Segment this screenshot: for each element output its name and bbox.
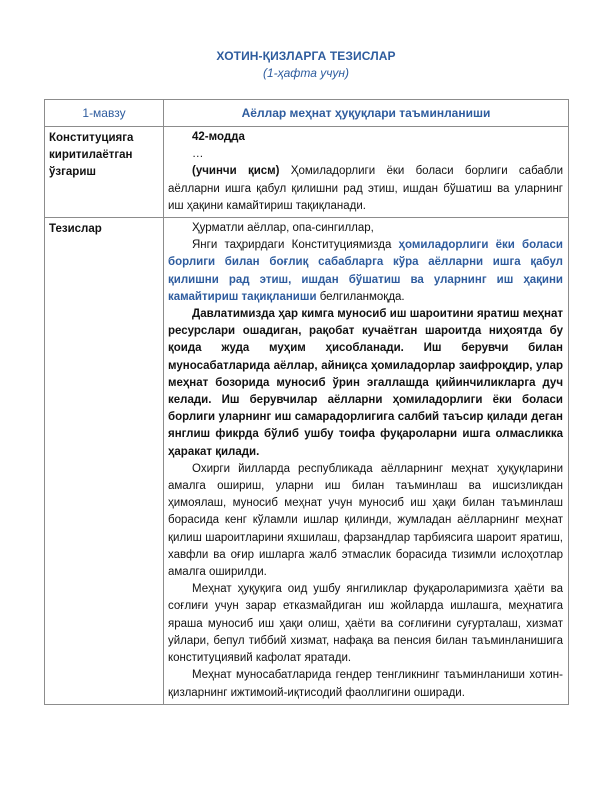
theses-content [164, 218, 569, 705]
paragraph-guarantees: Меҳнат ҳуқуқига оид ушбу янгиликлар фуқароларимизга ҳаёти ва соғлиғи учун зарар етказмайдиган иш жойларда ишлашга, меҳнатига яраша муносиб иш ҳақи олиш, ҳаёти ва соғлиғини суғурталаш, хизмат уйлари, бепул тиббий хизмат, нафақа ва пенсия билан таъминланишига конституциявий кафолат яратади. [168, 583, 563, 665]
greeting-paragraph: Ҳурматли аёллар, опа-сингиллар, [192, 222, 374, 235]
article-part-text [168, 163, 563, 215]
ellipsis: … [192, 148, 204, 161]
theses-table [44, 99, 569, 705]
article-part-label: (учинчи қисм) [192, 165, 280, 178]
article-number: 42-модда [192, 131, 245, 143]
paragraph-employment-conditions: Давлатимизда ҳар кимга муносиб иш шароитини яратиш меҳнат ресурслари ошадиган, рақобат кучаётган шароитда ниҳоятда бу қоида жуда муҳим ҳисобланади. Иш берувчи билан муносабатларида аёллар, айниқса ҳомиладорлар заифроқдир, улар меҳнат бозорида муносиб ўрин эгаллашда қийинчиликларга дуч келади. Иш берувчилар аёлларни ҳомиладорлиги ёки боласи борлиги уларнинг иш самарадорлигига салбий таъсир қилади деган янглиш фикрда бўлиб ушбу тоифа фуқароларни ишга олмасликка ҳаракат қилади. [168, 308, 563, 458]
paragraph-gender-equality: Меҳнат муносабатларида гендер тенгликнинг таъминланиши хотин-қизларнинг ижтимоий-иқтисодий фаоллигини оширади. [168, 669, 563, 699]
highlighted-provision: ҳомиладорлиги ёки боласи борлиги билан боғлиқ сабабларга кўра аёлларни ишга қабул қилишни рад этиш, ишдан бўшатиш ва уларнинг иш ҳақини камайтириш тақиқланиши [168, 239, 564, 303]
row-label-theses: Тезислар [45, 218, 164, 705]
paragraph-constitution-end: белгиланмоқда. [316, 290, 405, 303]
paragraph-constitution [168, 237, 563, 306]
document-title: ХОТИН-ҚИЗЛАРГА ТЕЗИСЛАР [216, 49, 396, 63]
table-row-theses [45, 218, 569, 705]
amendment-content [164, 127, 569, 218]
topic-title: Аёллар меҳнат ҳуқуқлари таъминланиши [164, 100, 569, 127]
table-header-row [45, 100, 569, 127]
table-row-amendment [45, 127, 569, 218]
paragraph-constitution-start: Янги таҳрирдаги Конституциямизда [192, 239, 399, 252]
topic-number: 1-мавзу [45, 100, 164, 127]
paragraph-reforms: Охирги йилларда республикада аёлларнинг меҳнат ҳуқуқларини амалга ошириш, уларни иш билан таъминлаш ва ишсизликдан ҳимоялаш, муносиб меҳнат учун муносиб иш ҳақи билан таъминлаш борасида кенг кўламли ишлар қилинди, жумладан аёлларнинг меҳнат қилиш шароитларини яхшилаш, фарзандлар тарбиясига шароит яратиш, хавфли ва оғир ишларга жалб этмаслик борасида тизимли ислоҳотлар амалга оширилди. [168, 462, 563, 579]
article-part-body: Ҳомиладорлиги ёки боласи борлиги сабабли аёлларни ишга қабул қилишни рад этиш, ишдан бўшатиш ва уларнинг иш ҳақини камайтириш тақиқланади. [168, 165, 563, 212]
document-subtitle: (1-ҳафта учун) [262, 66, 350, 80]
row-label-amendment: Конституцияга киритилаётган ўзгариш [45, 127, 164, 218]
